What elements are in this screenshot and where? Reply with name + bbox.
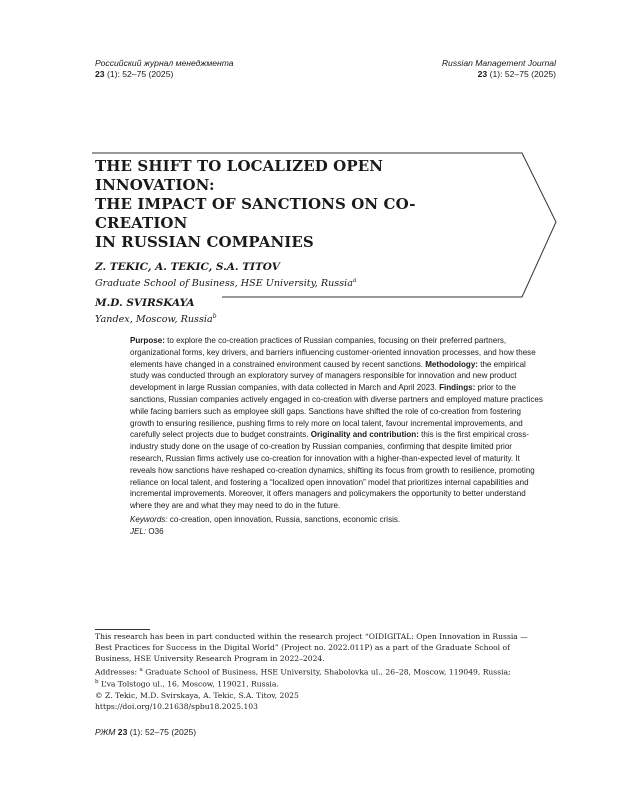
keywords-label: Keywords: xyxy=(130,514,168,524)
jel-codes xyxy=(130,526,546,538)
keywords xyxy=(130,514,546,526)
address-marker: b xyxy=(95,679,99,686)
footnote-rule xyxy=(95,629,150,630)
authors-group-1: Z. TEKIC, A. TEKIC, S.A. TITOV xyxy=(95,261,280,273)
purpose-text: to explore the co-creation practices of Russian companies, focusing on their preferred partners, organizational forms, key drivers, and barriers influencing customer-oriented innovation processes, and how these elements have changed in a constrained environment caused by recent sanctions. xyxy=(130,336,536,369)
findings-text: prior to the sanctions, Russian companies actively engaged in co-creation with diverse partners and employed mature practices while facing barriers such as employee skill gaps. Sanctions have shifted the role of co-creation from fostering growth to ensuring resilience, pushing firms to rely more on local talent, favour incremental improvements, and carefully select projects due to budget constraints. xyxy=(130,383,543,440)
addresses-note: Addresses: $^a$ Graduate School of Business, HSE University, Shabolovka ul., 26–28, Moscow, 119049, Russia; $^b$ L’va Tolstogo ul., 16, Moscow, 119021, Russia. xyxy=(95,666,511,689)
volume-number: 23 xyxy=(95,69,105,79)
funding-note: This research has been in part conducted within the research project “OIDIGITAL: Open Innovation in Russia — Best Practices for Success in the Digital World” (Project no. 2022.011P) as a part of the Graduate School of Business, HSE University Research Program in 2022–2024. xyxy=(95,632,528,664)
issue-info: (1): 52–75 (2025) xyxy=(106,69,174,79)
methodology-label: Methodology: xyxy=(425,359,478,369)
volume-number: 23 xyxy=(477,69,488,79)
findings-label: Findings: xyxy=(439,383,476,393)
title-block xyxy=(95,157,495,325)
jel-label: JEL: xyxy=(130,526,147,536)
affiliation-marker: a xyxy=(352,277,357,284)
journal-name-en: Russian Management Journal xyxy=(441,58,556,68)
issue-info: (1): 52–75 (2025) xyxy=(129,727,197,737)
title-line: THE IMPACT OF SANCTIONS ON CO-CREATION xyxy=(95,195,416,232)
journal-abbreviation: РЖМ xyxy=(95,727,116,737)
originality-label: Originality and contribution: xyxy=(310,430,419,440)
jel-text: O36 xyxy=(146,526,164,536)
footnote xyxy=(95,631,547,712)
affiliation-marker: b xyxy=(212,313,217,321)
title-line: IN RUSSIAN COMPANIES xyxy=(95,233,314,251)
volume-number: 23 xyxy=(117,727,128,737)
originality-text: this is the first empirical cross-industry study done on the usage of co-creation by Russian companies, confirming that despite limited prior research, Russian firms actively use co-creation for innovation with a higher-than-expected level of maturity. It reveals how sanctions have reshaped co-creation dynamics, shifting its focus from growth to resilience, promoting reliance on local talent, and fostering a “localized open innovation” model that prioritizes internal capabilities and incremental improvements. Moreover, it offers managers and policymakers the opportunity to better understand where they are and what they may need to do in the future. xyxy=(130,430,535,511)
keywords-text: co-creation, open innovation, Russia, sanctions, economic crisis. xyxy=(167,514,401,524)
affiliation-2: Yandex, Moscow, Russia$^b$ xyxy=(95,313,217,326)
copyright-note: © Z. Tekic, M.D. Svirskaya, A. Tekic, S.A. Titov, 2025 xyxy=(95,691,299,701)
affiliation-1: Graduate School of Business, HSE University, Russia$^a$ xyxy=(95,277,357,290)
journal-name-ru: Российский журнал менеджмента xyxy=(95,58,234,68)
abstract-body xyxy=(130,335,546,512)
title-line: THE SHIFT TO LOCALIZED OPEN INNOVATION: xyxy=(95,157,384,194)
issue-info: (1): 52–75 (2025) xyxy=(489,69,556,79)
methodology-text: the empirical study was conducted through an exploratory survey of managers responsible for innovation and new product development in large Russian companies, with data collected in March and April 2023. xyxy=(130,359,526,393)
page-footer xyxy=(95,727,196,737)
authors-group-2: M.D. SVIRSKAYA xyxy=(95,297,195,310)
article-title xyxy=(95,157,495,252)
purpose-label: Purpose: xyxy=(130,336,165,345)
abstract xyxy=(130,335,546,538)
address-marker: a xyxy=(139,666,143,673)
doi-link[interactable]: https://doi.org/10.21638/spbu18.2025.103 xyxy=(95,702,258,712)
